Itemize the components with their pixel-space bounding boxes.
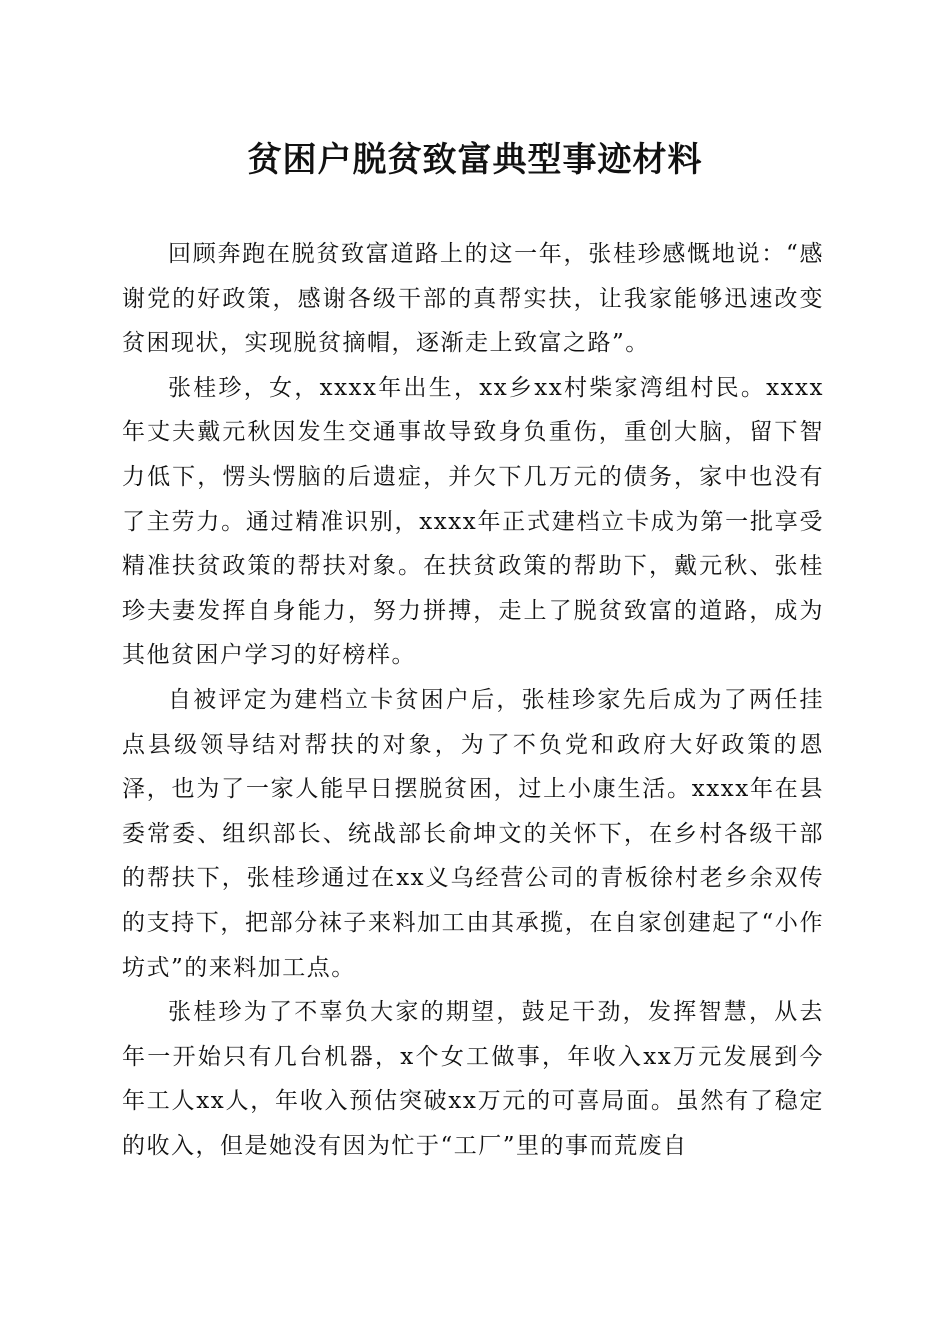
paragraph-2: 张桂珍，女，xxxx年出生，xx乡xx村柴家湾组村民。xxxx年丈夫戴元秋因发生交通事故导致身负重伤，重创大脑，留下智力低下，愣头愣脑的后遗症，并欠下几万元的债务，家中也没有了主劳力。通过精准识别，xxxx年正式建档立卡成为第一批享受精准扶贫政策的帮扶对象。在扶贫政策的帮助下，戴元秋、张桂珍夫妻发挥自身能力，努力拼搏，走上了脱贫致富的道路，成为其他贫困户学习的好榜样。 [122,374,824,669]
paragraph-1: 回顾奔跑在脱贫致富道路上的这一年，张桂珍感慨地说：“感谢党的好政策，感谢各级干部的真帮实扶，让我家能够迅速改变贫困现状，实现脱贫摘帽，逐渐走上致富之路”。 [122,241,824,357]
paragraph-3: 自被评定为建档立卡贫困户后，张桂珍家先后成为了两任挂点县级领导结对帮扶的对象，为了不负党和政府大好政策的恩泽，也为了一家人能早日摆脱贫困，过上小康生活。xxxx年在县委常委、组织部长、统战部长俞坤文的关怀下，在乡村各级干部的帮扶下，张桂珍通过在xx义乌经营公司的青板徐村老乡余双传的支持下，把部分袜子来料加工由其承揽，在自家创建起了“小作坊式”的来料加工点。 [122,686,824,981]
document-title: 贫困户脱贫致富典型事迹材料 [247,140,703,180]
paragraph-4: 张桂珍为了不辜负大家的期望，鼓足干劲，发挥智慧，从去年一开始只有几台机器，x个女工做事，年收入xx万元发展到今年工人xx人，年收入预估突破xx万元的可喜局面。虽然有了稳定的收入，但是她没有因为忙于“工厂”里的事而荒废自 [122,999,824,1159]
document-body [122,232,824,1168]
